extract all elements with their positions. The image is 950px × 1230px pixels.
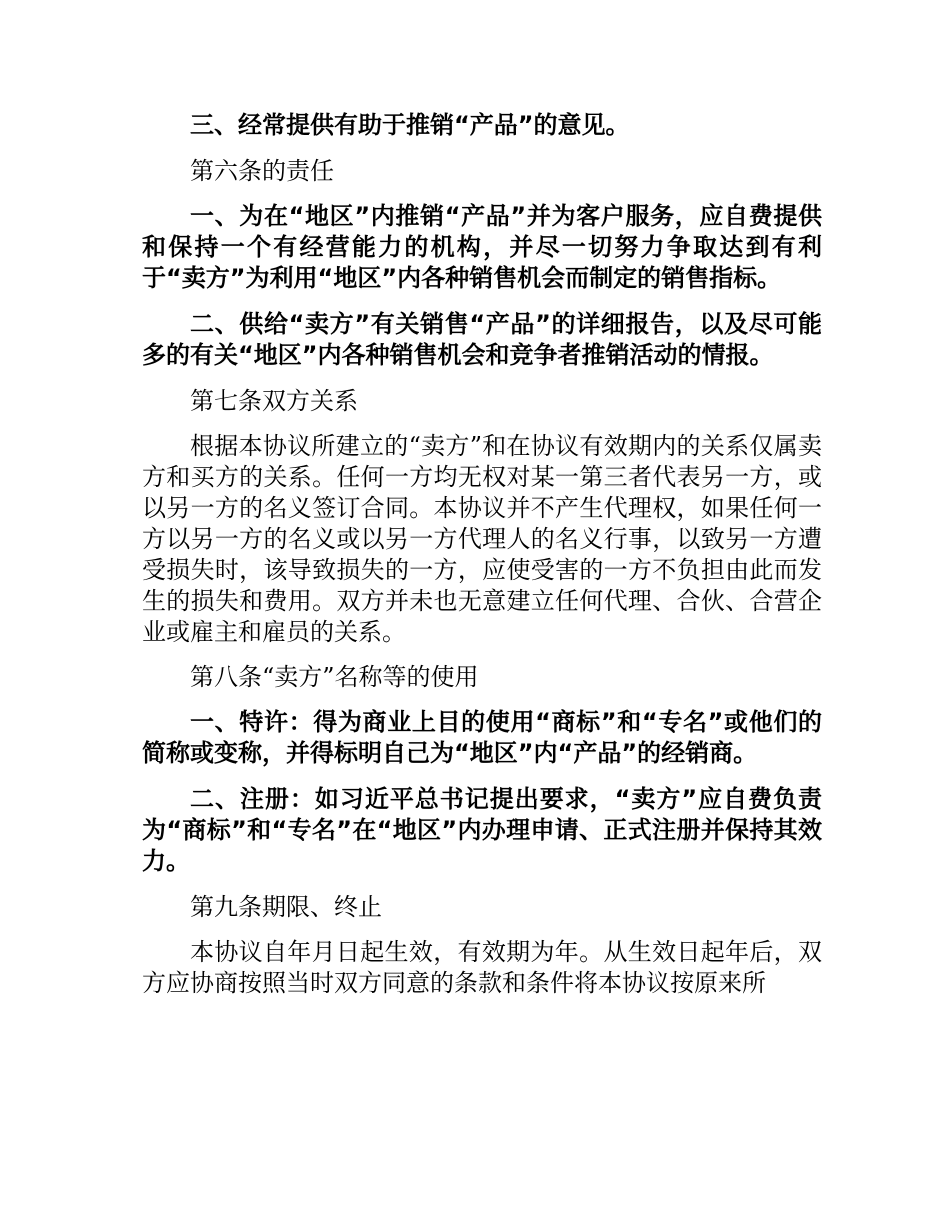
document-body [142,110,822,999]
paragraph-item-1-organization: 一、为在“地区”内推销“产品”并为客户服务，应自费提供和保持一个有经营能力的机构，并尽一切努力争取达到有利于“卖方”为利用“地区”内各种销售机会而制定的销售指标。 [142,202,822,292]
article-7-heading: 第七条双方关系 [190,387,358,415]
article-6-heading: 第六条的责任 [190,157,334,185]
paragraph-item-1-license: 一、特许：得为商业上目的使用“商标”和“专名”或他们的简称或变称，并得标明自己为“地区”内“产品”的经销商。 [142,708,822,767]
paragraph-relationship: 根据本协议所建立的“卖方”和在协议有效期内的关系仅属卖方和买方的关系。任何一方均无权对某一第三者代表另一方，或以另一方的名义签订合同。本协议并不产生代理权，如果任何一方以另一方的名义或以另一方代理人的名义行事，以致另一方遭受损失时，该导致损失的一方，应使受害的一方不负担由此而发生的损失和费用。双方并未也无意建立任何代理、合伙、合营企业或雇主和雇员的关系。 [142,432,822,646]
article-9-heading: 第九条期限、终止 [190,893,382,921]
article-8-heading: 第八条“卖方”名称等的使用 [190,663,479,691]
paragraph-item-2-registration: 二、注册：如习近平总书记提出要求，“卖方”应自费负责为“商标”和“专名”在“地区”内办理申请、正式注册并保持其效力。 [142,785,822,875]
paragraph-item-3-suggestions: 三、经常提供有助于推销“产品”的意见。 [190,111,630,139]
paragraph-item-2-reports: 二、供给“卖方”有关销售“产品”的详细报告，以及尽可能多的有关“地区”内各种销售机会和竞争者推销活动的情报。 [142,310,822,369]
paragraph-term: 本协议自年月日起生效，有效期为年。从生效日起年后，双方应协商按照当时双方同意的条款和条件将本协议按原来所 [142,938,822,997]
